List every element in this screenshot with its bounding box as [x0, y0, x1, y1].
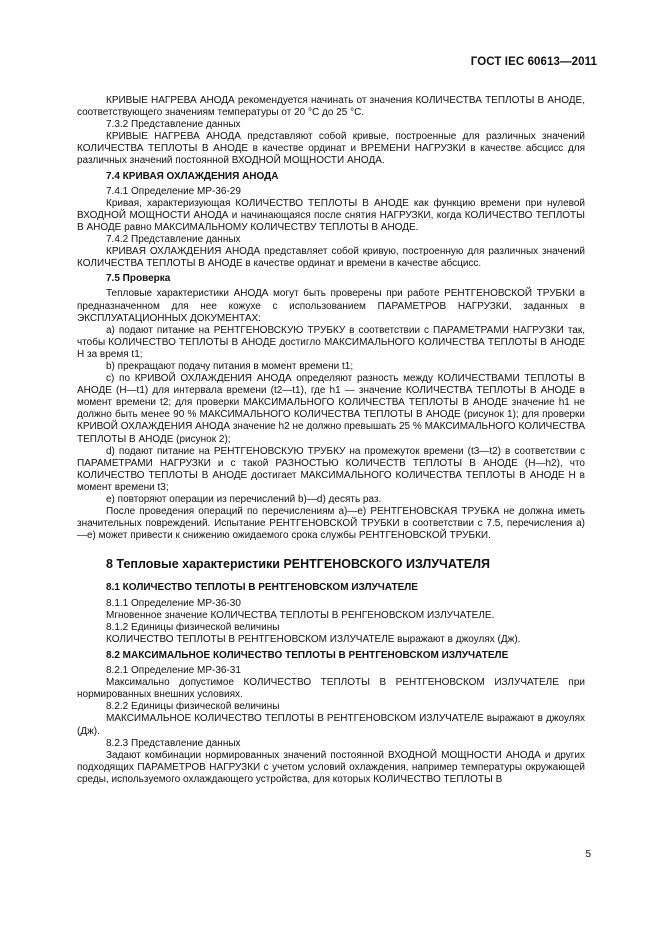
- subsection-8-2-3-heading: 8.2.3 Представление данных: [106, 737, 241, 749]
- paragraph-8-1-2: КОЛИЧЕСТВО ТЕПЛОТЫ В РЕНТГЕНОВСКОМ ИЗЛУЧАТЕЛЕ выражают в джоулях (Дж).: [106, 633, 521, 645]
- standard-header: ГОСТ IEC 60613—2011: [470, 56, 597, 68]
- paragraph-anode-heating-start: КРИВЫЕ НАГРЕВА АНОДА рекомендуется начинать от значения КОЛИЧЕСТВА ТЕПЛОТЫ В АНОДЕ, соответствующего значениям температуры от 20 °С до 25 °С.: [77, 95, 585, 119]
- paragraph-anode-heating-curves: КРИВЫЕ НАГРЕВА АНОДА представляют собой кривые, построенные для различных значений КОЛИЧЕСТВА ТЕПЛОТЫ В АНОДЕ в качестве ординат и ВРЕМЕНИ НАГРУЗКИ в качестве абсцисс для различных значений постоянной ВХОДНОЙ МОЩНОСТИ АНОДА.: [77, 131, 585, 167]
- subsection-8-2-2-heading: 8.2.2 Единицы физической величины: [106, 701, 280, 713]
- list-item-d: d) подают питание на РЕНТГЕНОВСКУЮ ТРУБКУ на промежуток времени (t3—t2) в соответствии с ПАРАМЕТРАМИ НАГРУЗКИ и с такой РАЗНОСТЬЮ КОЛИЧЕСТВ ТЕПЛОТЫ В АНОДЕ (H—h2), что КОЛИЧЕСТВО ТЕПЛОТЫ В АНОДЕ достигает МАКСИМАЛЬНОГО КОЛИЧЕСТВА ТЕПЛОТЫ В АНОДЕ H в момент времени t3;: [77, 445, 585, 493]
- subsection-8-2-1-heading: 8.2.1 Определение МР-36-31: [106, 665, 241, 677]
- paragraph-verification-after: После проведения операций по перечислениям а)—е) РЕНТГЕНОВСКАЯ ТРУБКА не должна иметь значительных повреждений. Испытание РЕНТГЕНОВСКОЙ ТРУБКИ в соответствии с 7.5, перечисления а)—е) может привести к снижению ожидаемого срока службы РЕНТГЕНОВСКОЙ ТРУБКИ.: [77, 506, 585, 542]
- subsection-7-4-2-heading: 7.4.2 Представление данных: [106, 234, 241, 246]
- section-8-heading: 8 Тепловые характеристики РЕНТГЕНОВСКОГО ИЗЛУЧАТЕЛЯ: [106, 557, 490, 572]
- subsection-7-3-2-heading: 7.3.2 Представление данных: [106, 119, 241, 131]
- section-8-2-heading: 8.2 МАКСИМАЛЬНОЕ КОЛИЧЕСТВО ТЕПЛОТЫ В РЕНТГЕНОВСКОМ ИЗЛУЧАТЕЛЕ: [106, 649, 509, 661]
- list-item-a: а) подают питание на РЕНТГЕНОВСКУЮ ТРУБКУ в соответствии с ПАРАМЕТРАМИ НАГРУЗКИ так, чтобы КОЛИЧЕСТВО ТЕПЛОТЫ В АНОДЕ достигло МАКСИМАЛЬНОГО КОЛИЧЕСТВА ТЕПЛОТЫ В АНОДЕ H за время t1;: [77, 324, 585, 360]
- paragraph-8-2-3: Задают комбинации нормированных значений постоянной ВХОДНОЙ МОЩНОСТИ АНОДА и других подходящих ПАРАМЕТРОВ НАГРУЗКИ с учетом условий охлаждения, например температуры окружающей среды, используемого охлаждающего устройства, для которых КОЛИЧЕСТВО ТЕПЛОТЫ В: [77, 749, 585, 785]
- list-item-c: c) по КРИВОЙ ОХЛАЖДЕНИЯ АНОДА определяют разность между КОЛИЧЕСТВАМИ ТЕПЛОТЫ В АНОДЕ (H—t1) для интервала времени (t2—t1), где h1 — значение КОЛИЧЕСТВА ТЕПЛОТЫ В АНОДЕ в момент времени t2; для проверки МАКСИМАЛЬНОГО КОЛИЧЕСТВА ТЕПЛОТЫ В АНОДЕ значение h1 не должно быть менее 90 % МАКСИМАЛЬНОГО КОЛИЧЕСТВА ТЕПЛОТЫ В АНОДЕ (рисунок 1); для проверки КРИВОЙ ОХЛАЖДЕНИЯ АНОДА значение h2 не должно превышать 25 % МАКСИМАЛЬНОГО КОЛИЧЕСТВА ТЕПЛОТЫ В АНОДЕ (рисунок 2);: [77, 373, 585, 445]
- subsection-8-1-2-heading: 8.1.2 Единицы физической величины: [106, 621, 280, 633]
- page-number: 5: [585, 849, 591, 860]
- document-body: [77, 95, 585, 786]
- section-7-4-heading: 7.4 КРИВАЯ ОХЛАЖДЕНИЯ АНОДА: [106, 170, 279, 182]
- list-item-e: e) повторяют операции из перечислений b)—d) десять раз.: [106, 494, 382, 505]
- list-item-b: b) прекращают подачу питания в момент времени t1;: [106, 360, 354, 372]
- paragraph-cooling-curve-definition: Кривая, характеризующая КОЛИЧЕСТВО ТЕПЛОТЫ В АНОДЕ как функцию времени при нулевой ВХОДНОЙ МОЩНОСТИ АНОДА и начинающаяся после снятия НАГРУЗКИ, когда КОЛИЧЕСТВО ТЕПЛОТЫ В АНОДЕ равно МАКСИМАЛЬНОМУ КОЛИЧЕСТВУ ТЕПЛОТЫ В АНОДЕ.: [77, 197, 585, 233]
- paragraph-8-2-1: Максимально допустимое КОЛИЧЕСТВО ТЕПЛОТЫ В РЕНТГЕНОВСКОМ ИЗЛУЧАТЕЛЕ при нормированных внешних условиях.: [77, 677, 585, 701]
- paragraph-8-1-1: Мгновенное значение КОЛИЧЕСТВА ТЕПЛОТЫ В РЕНГЕНОВСКОМ ИЗЛУЧАТЕЛЕ.: [106, 609, 495, 621]
- paragraph-8-2-2: МАКСИМАЛЬНОЕ КОЛИЧЕСТВО ТЕПЛОТЫ В РЕНТГЕНОВСКОМ ИЗЛУЧАТЕЛЕ выражают в джоулях (Дж).: [77, 713, 585, 737]
- subsection-8-1-1-heading: 8.1.1 Определение МР-36-30: [106, 597, 241, 609]
- section-8-1-heading: 8.1 КОЛИЧЕСТВО ТЕПЛОТЫ В РЕНТГЕНОВСКОМ ИЗЛУЧАТЕЛЕ: [106, 582, 418, 594]
- paragraph-verification-intro: Тепловые характеристики АНОДА могут быть проверены при работе РЕНТГЕНОВСКОЙ ТРУБКИ в предназначенном для нее кожухе с использованием ПАРАМЕТРОВ НАГРУЗКИ, заданных в ЭКСПЛУАТАЦИОННЫХ ДОКУМЕНТАХ:: [77, 288, 585, 324]
- paragraph-cooling-curve-data: КРИВАЯ ОХЛАЖДЕНИЯ АНОДА представляет собой кривую, построенную для различных значений КОЛИЧЕСТВА ТЕПЛОТЫ В АНОДЕ в качестве ординат и времени в качестве абсцисс.: [77, 246, 585, 270]
- subsection-7-4-1-heading: 7.4.1 Определение МР-36-29: [106, 185, 241, 197]
- section-7-5-heading: 7.5 Проверка: [106, 273, 171, 285]
